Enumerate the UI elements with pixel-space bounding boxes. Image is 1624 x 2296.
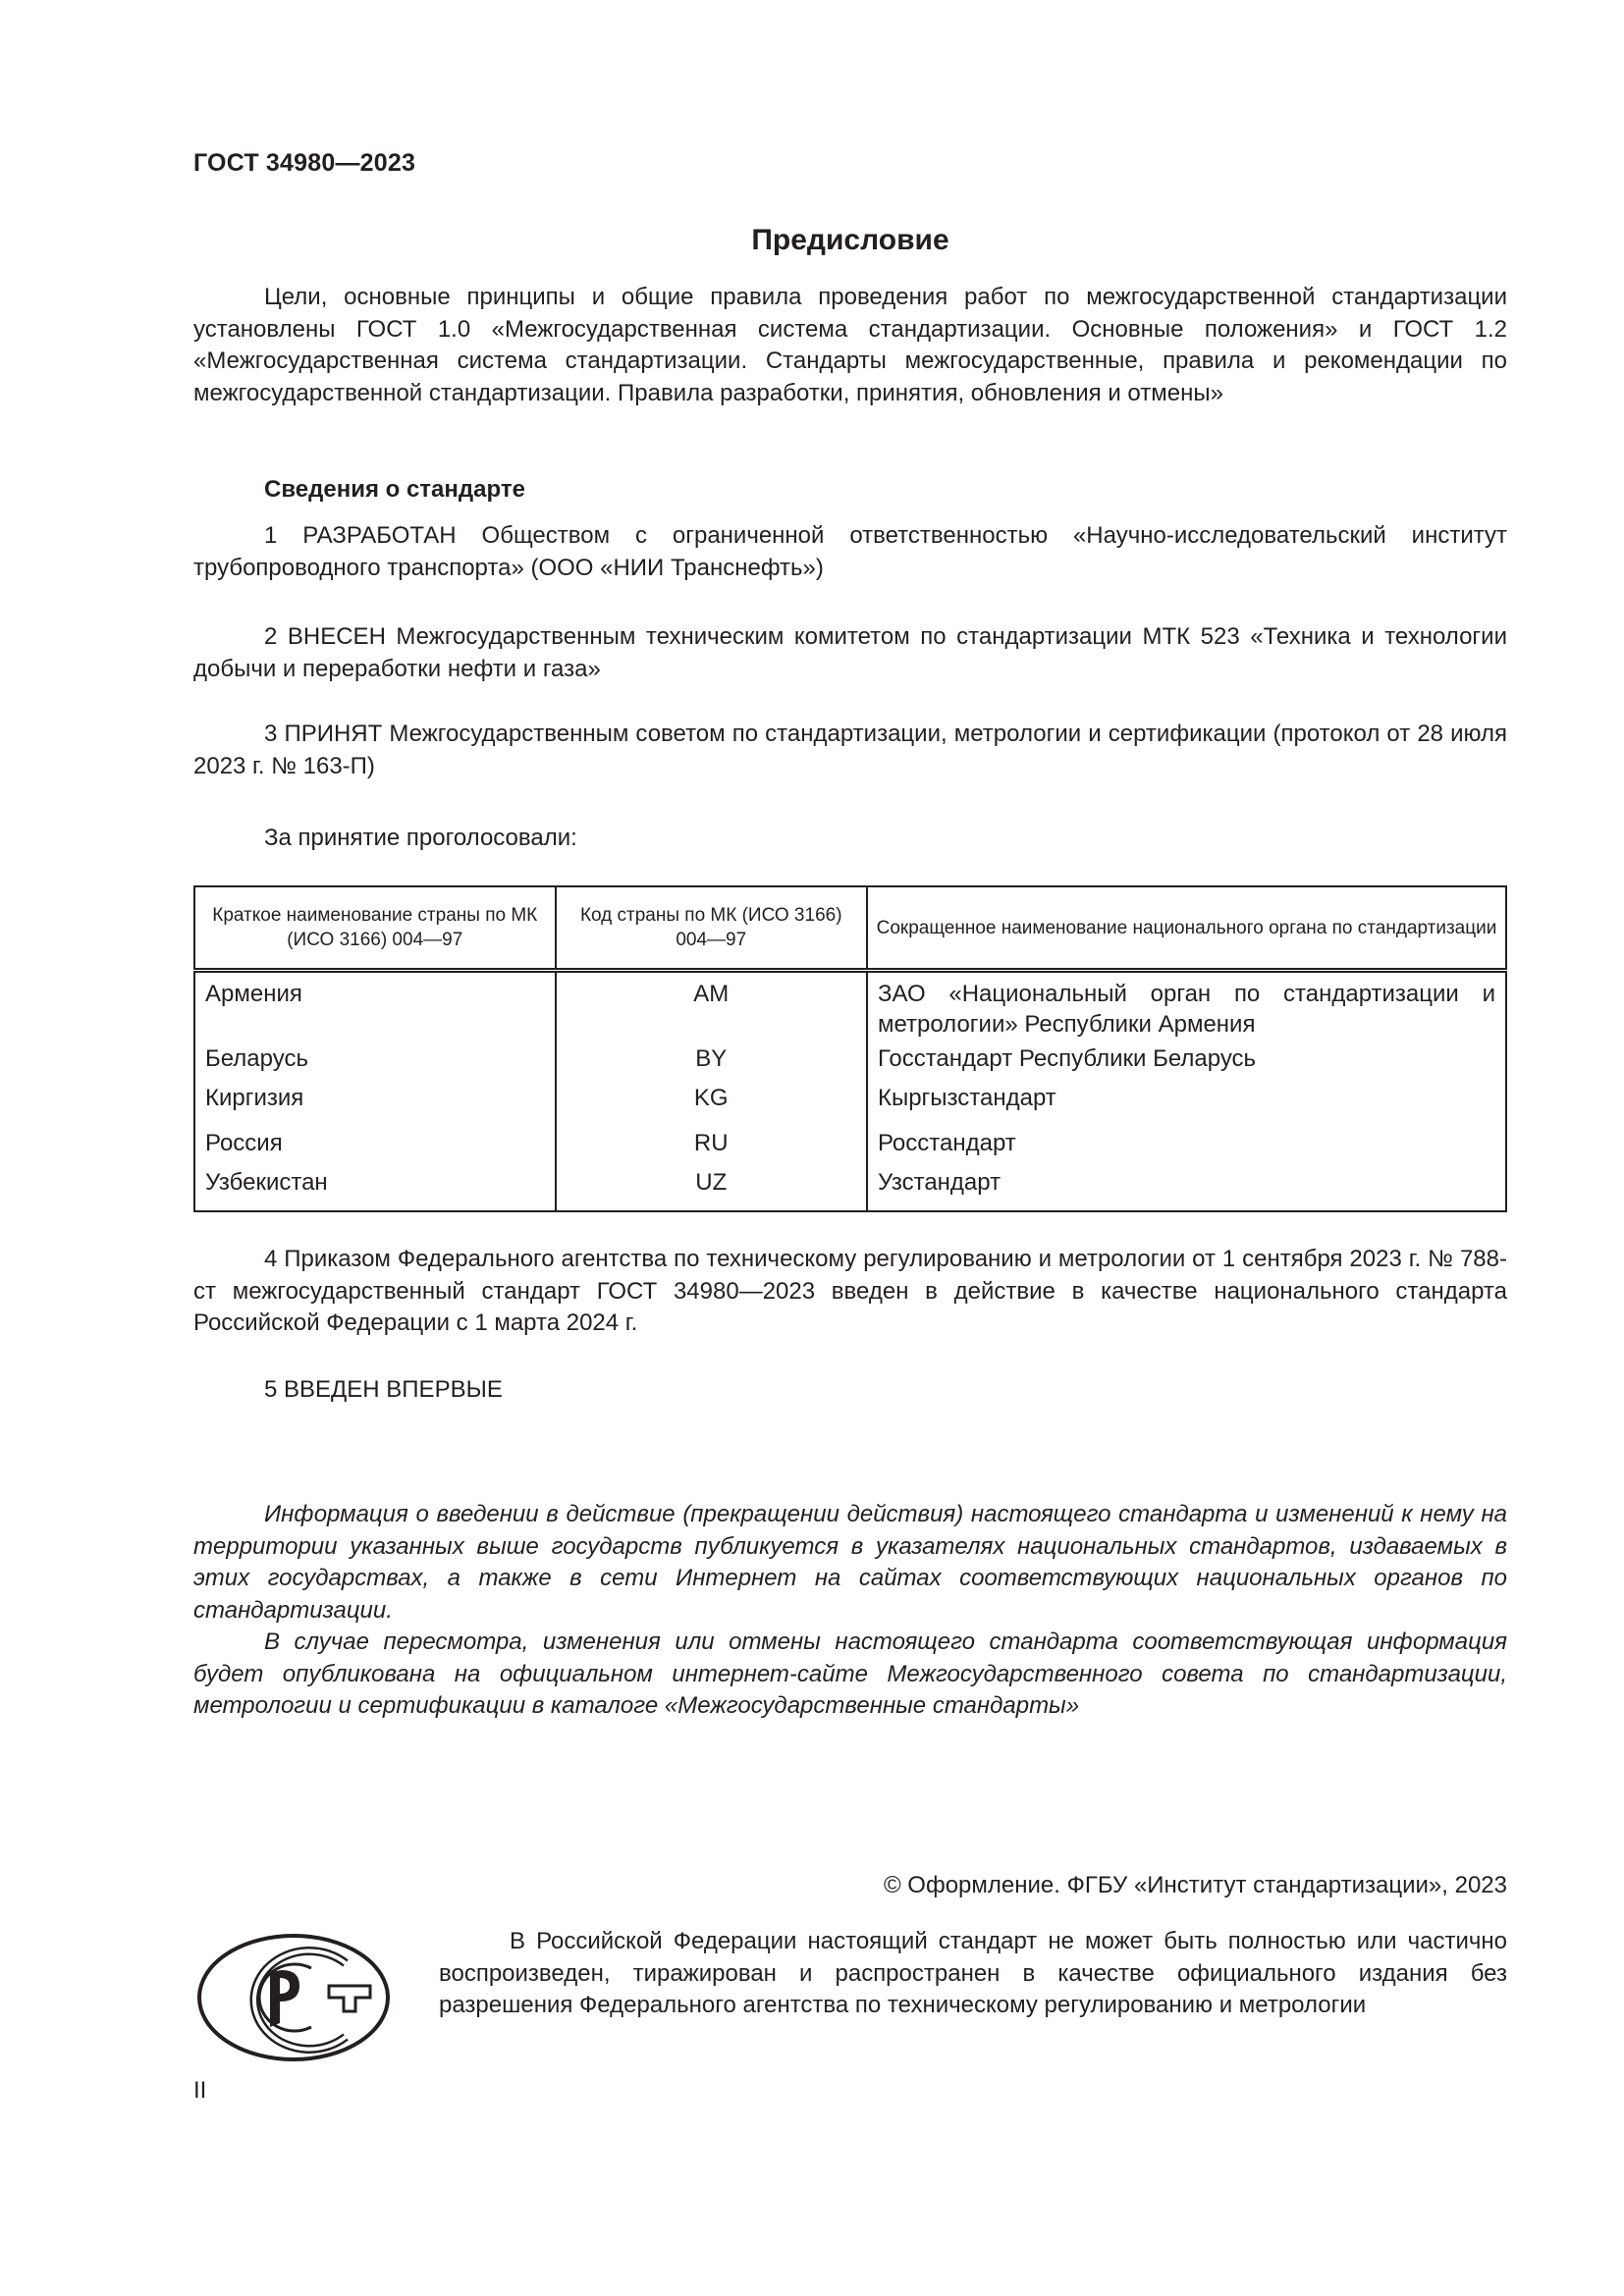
country-cell: Россия	[194, 1128, 556, 1167]
body-cell: Росстандарт	[877, 1130, 1016, 1156]
item-2: 2 ВНЕСЕН Межгосударственным техническим комитетом по стандартизации МТК 523 «Техника и технологии добычи и переработки нефти и газа»	[193, 623, 1507, 682]
code-cell: BY	[556, 1043, 867, 1083]
country-cell: Беларусь	[194, 1043, 556, 1083]
table-row	[194, 1128, 1506, 1167]
rst-certification-mark-icon	[193, 1929, 395, 2066]
column-header-country: Краткое наименование страны по МК (ИСО 3166) 004—97	[194, 886, 556, 971]
table-row	[194, 1043, 1506, 1083]
table-row	[194, 1083, 1506, 1128]
column-header-code: Код страны по МК (ИСО 3166) 004—97	[556, 886, 867, 971]
body-cell: ЗАО «Национальный орган по стандартизации и метрологии» Республики Армения	[877, 981, 1495, 1038]
country-cell: Армения	[194, 971, 556, 1044]
info-heading: Сведения о стандарте	[264, 476, 525, 503]
document-code: ГОСТ 34980—2023	[193, 149, 416, 177]
copyright-line: © Оформление. ФГБУ «Институт стандартизации», 2023	[883, 1872, 1507, 1898]
page-number: II	[193, 2077, 207, 2104]
note-revision-info: В случае пересмотра, изменения или отмены настоящего стандарта соответствующая информация будет опубликована на официальном интернет-сайте Межгосударственного совета по стандартизации, метрологии и сертификации в каталоге «Межгосударственные стандарты»	[193, 1629, 1507, 1719]
note-effective-info: Информация о введении в действие (прекращении действия) настоящего стандарта и изменений к нему на территории указанных выше государств публикуется в указателях национальных стандартов, издаваемых в этих государствах, а также в сети Интернет на сайтах соответствующих национальных органов по стандартизации.	[193, 1501, 1507, 1624]
body-cell: Госстандарт Республики Беларусь	[877, 1045, 1257, 1072]
table-row	[194, 1167, 1506, 1211]
votes-table	[193, 885, 1507, 1212]
table-header-row	[194, 886, 1506, 971]
code-cell: AM	[556, 971, 867, 1044]
body-cell: Кыргызстандарт	[877, 1085, 1056, 1111]
intro-paragraph: Цели, основные принципы и общие правила проведения работ по межгосударственной стандартизации установлены ГОСТ 1.0 «Межгосударственная система стандартизации. Основные положения» и ГОСТ 1.2 «Межгосударственная система стандартизации. Стандарты межгосударственные, правила и рекомендации по межгосударственной стандартизации. Правила разработки, принятия, обновления и отмены»	[193, 284, 1507, 406]
item-4: 4 Приказом Федерального агентства по техническому регулированию и метрологии от 1 сентября 2023 г. № 788-ст межгосударственный стандарт ГОСТ 34980—2023 введен в действие в качестве национального стандарта Российской Федерации с 1 марта 2024 г.	[193, 1246, 1507, 1336]
votes-label: За принятие проголосовали:	[264, 825, 577, 851]
item-1: 1 РАЗРАБОТАН Обществом с ограниченной ответственностью «Научно-исследовательский институт трубопроводного транспорта» (ООО «НИИ Транснефть»)	[193, 522, 1507, 581]
code-cell: RU	[556, 1128, 867, 1167]
item-3: 3 ПРИНЯТ Межгосударственным советом по стандартизации, метрологии и сертификации (протокол от 28 июля 2023 г. № 163-П)	[193, 721, 1507, 779]
reproduction-notice: В Российской Федерации настоящий стандарт не может быть полностью или частично воспроизведен, тиражирован и распространен в качестве официального издания без разрешения Федерального агентства по техническому регулированию и метрологии	[439, 1928, 1507, 2018]
country-cell: Узбекистан	[194, 1167, 556, 1211]
code-cell: UZ	[556, 1167, 867, 1211]
code-cell: KG	[556, 1083, 867, 1128]
body-cell: Узстандарт	[877, 1169, 1001, 1196]
table-row	[194, 971, 1506, 1044]
column-header-body: Сокращенное наименование национального органа по стандартизации	[867, 886, 1506, 971]
item-5: 5 ВВЕДЕН ВПЕРВЫЕ	[264, 1376, 503, 1403]
country-cell: Киргизия	[194, 1083, 556, 1128]
page-title: Предисловие	[751, 224, 949, 256]
